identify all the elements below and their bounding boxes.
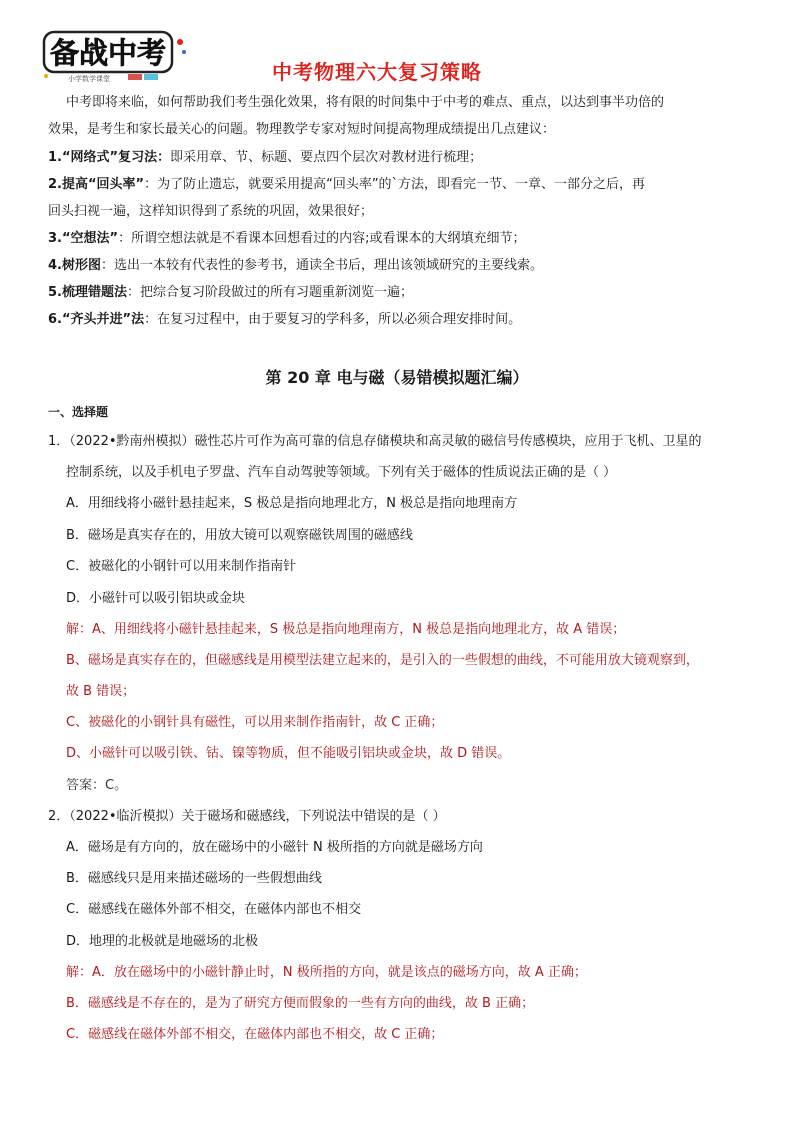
- strategy-5: 5.梳理错题法：把综合复习阶段做过的所有习题重新浏览一遍；: [48, 285, 413, 300]
- section-heading: 一、选择题: [48, 405, 109, 419]
- q2-option-c: C．磁感线在磁体外部不相交，在磁体内部也不相交: [66, 902, 362, 917]
- intro-line-2: 效果，是考生和家长最关心的问题。物理教学专家对短时间提高物理成绩提出几点建议：: [48, 122, 556, 137]
- q1-option-a: A．用细线将小磁针悬挂起来，S 极总是指向地理北方，N 极总是指向地理南方: [66, 496, 518, 511]
- q1-solution-4: C、被磁化的小钢针具有磁性，可以用来制作指南针，故 C 正确；: [66, 715, 444, 730]
- strategy-3: 3.“空想法”：所谓空想法就是不看课本回想看过的内容;或看课本的大纲填充细节；: [48, 231, 526, 246]
- q2-stem: 2．（2022•临沂模拟）关于磁场和磁感线，下列说法中错误的是（ ）: [48, 809, 446, 824]
- q1-solution-1: 解：A、用细线将小磁针悬挂起来，S 极总是指向地理南方，N 极总是指向地理北方，故 A 错误；: [66, 622, 626, 637]
- svg-text:备战中考: 备战中考: [50, 36, 167, 70]
- q1-option-c: C．被磁化的小钢针可以用来制作指南针: [66, 559, 297, 574]
- chapter-heading: 第 20 章 电与磁（易错模拟题汇编）: [265, 368, 529, 387]
- q2-solution-1: 解：A．放在磁场中的小磁针静止时，N 极所指的方向，就是该点的磁场方向，故 A 正确；: [66, 965, 587, 980]
- q2-option-b: B．磁感线只是用来描述磁场的一些假想曲线: [66, 871, 322, 886]
- q1-stem-line-2: 控制系统，以及手机电子罗盘、汽车自动驾驶等领域。下列有关于磁体的性质说法正确的是（ ）: [66, 465, 617, 480]
- q1-stem-line-1: 1．（2022•黔南州模拟）磁性芯片可作为高可靠的信息存储模块和高灵敏的磁信号传感模块，应用于飞机、卫星的: [48, 434, 702, 449]
- strategy-2-cont: 回头扫视一遍，这样知识得到了系统的巩固，效果很好；: [48, 204, 374, 219]
- strategy-1: 1.“网络式”复习法：即采用章、节、标题、要点四个层次对教材进行梳理；: [48, 150, 483, 165]
- q1-option-d: D．小磁针可以吸引铝块或金块: [66, 591, 246, 606]
- q1-solution-2: B、磁场是真实存在的，但磁感线是用模型法建立起来的，是引入的一些假想的曲线，不可能用放大镜观察到，: [66, 653, 699, 668]
- intro-line-1: 中考即将来临，如何帮助我们考生强化效果，将有限的时间集中于中考的难点、重点，以达到事半功倍的: [66, 95, 665, 110]
- q1-solution-5: D、小磁针可以吸引铁、钴、镍等物质，但不能吸引铝块或金块，故 D 错误。: [66, 746, 511, 761]
- strategy-4: 4.树形图：选出一本较有代表性的参考书，通读全书后，理出该领域研究的主要线索。: [48, 258, 543, 273]
- q2-solution-3: C．磁感线在磁体外部不相交，在磁体内部也不相交，故 C 正确；: [66, 1027, 444, 1042]
- q2-solution-2: B．磁感线是不存在的，是为了研究方便而假象的一些有方向的曲线，故 B 正确；: [66, 996, 535, 1011]
- brand-logo: [42, 28, 192, 84]
- q1-option-b: B．磁场是真实存在的，用放大镜可以观察磁铁周围的磁感线: [66, 528, 413, 543]
- q1-answer: 答案：C。: [66, 778, 128, 793]
- page-title: 中考物理六大复习策略: [272, 60, 482, 84]
- strategy-2: 2.提高“回头率”：为了防止遗忘，就要采用提高“回头率”的`方法，即看完一节、一章、一部分之后，再: [48, 177, 646, 192]
- q2-option-d: D．地理的北极就是地磁场的北极: [66, 934, 259, 949]
- brand-logo-graphic: [42, 28, 192, 84]
- q1-solution-3: 故 B 错误；: [66, 684, 136, 699]
- strategy-6: 6.“齐头并进”法：在复习过程中，由于要复习的学科多，所以必须合理安排时间。: [48, 312, 522, 327]
- svg-text:小学数学课堂: 小学数学课堂: [68, 75, 110, 83]
- q2-option-a: A．磁场是有方向的，放在磁场中的小磁针 N 极所指的方向就是磁场方向: [66, 840, 483, 855]
